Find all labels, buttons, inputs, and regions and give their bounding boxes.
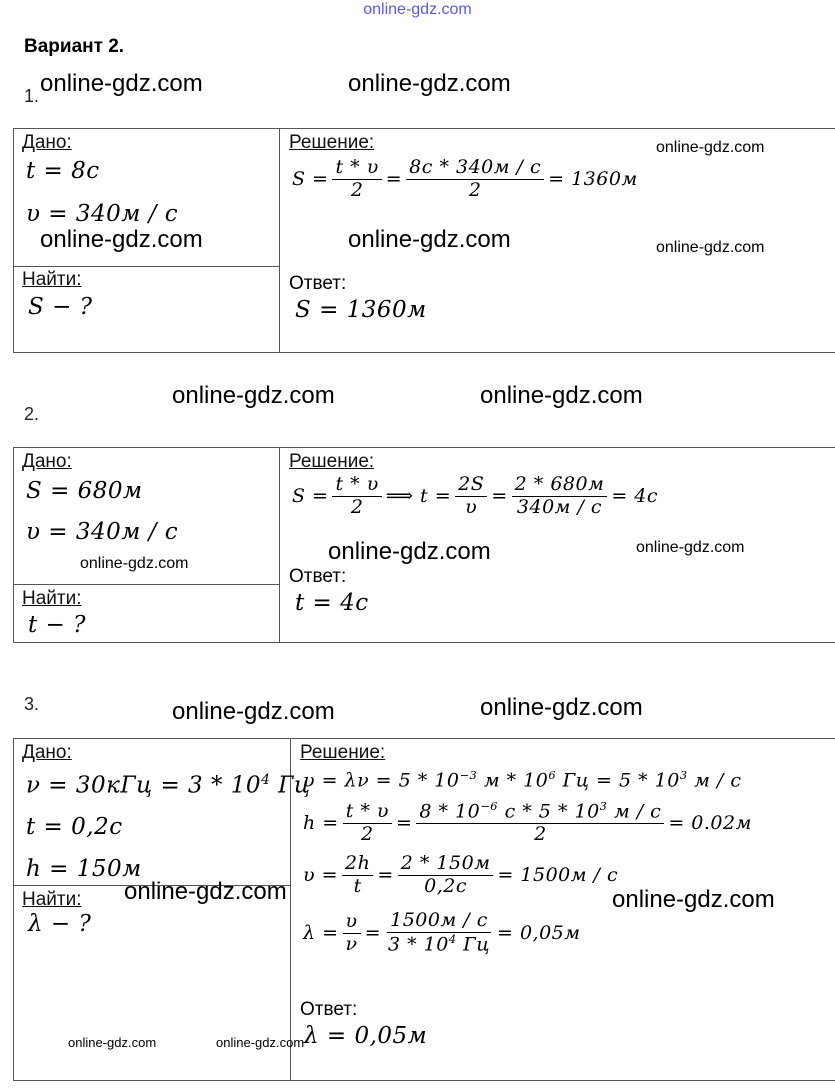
equation-lhs: λ = (303, 922, 339, 944)
numerator: t * υ (343, 801, 392, 824)
denominator: 2 (350, 178, 364, 201)
watermark: online-gdz.com (636, 539, 745, 556)
fraction (342, 853, 373, 898)
find-label: Найти: (22, 889, 82, 910)
given-label: Дано: (22, 451, 72, 472)
fraction (332, 474, 381, 519)
numerator: 2S (455, 474, 487, 497)
given-label: Дано: (22, 132, 72, 153)
expr: 3 * 10 (388, 933, 449, 956)
numerator (416, 800, 664, 824)
solution-line-4 (303, 910, 581, 956)
equation-result: = 0,05м (497, 922, 581, 944)
numerator: 2h (342, 853, 373, 876)
given-line: υ = 340м / c (26, 201, 179, 227)
answer-label: Ответ: (289, 273, 347, 294)
equation-result: = 0.02м (668, 812, 752, 834)
solution-label: Решение: (300, 742, 386, 763)
table-divider (13, 266, 279, 267)
implication: ⟹ t = (385, 485, 452, 508)
given-line: h = 150м (26, 856, 142, 882)
given-line (26, 772, 310, 799)
equation-lhs: υ = (303, 864, 339, 887)
problem-number: 1. (24, 86, 40, 106)
solution-line-2 (303, 800, 752, 846)
watermark: online-gdz.com (656, 139, 765, 156)
solution-label: Решение: (289, 132, 375, 153)
find-value: t − ? (28, 612, 86, 638)
denominator: 2 (534, 823, 547, 846)
denominator: 2 (468, 178, 482, 201)
answer-label: Ответ: (300, 999, 358, 1020)
fraction (332, 157, 381, 202)
exponent: −6 (480, 799, 499, 813)
numerator: 8c * 340м / c (406, 157, 544, 180)
expr: υ = λν = 5 * 10 (303, 769, 460, 792)
watermark: online-gdz.com (124, 878, 287, 905)
numerator: t * υ (332, 157, 381, 180)
table-divider (13, 584, 279, 585)
watermark: online-gdz.com (348, 70, 511, 97)
equation-result: = 4c (611, 485, 659, 508)
exponent: −3 (459, 768, 478, 782)
fraction (385, 910, 493, 956)
equals-sign: = (377, 864, 394, 887)
watermark: online-gdz.com (656, 239, 765, 256)
equals-sign: = (491, 485, 508, 508)
table-divider (279, 128, 280, 352)
denominator: υ (465, 495, 478, 518)
fraction (416, 800, 664, 846)
watermark: online-gdz.com (40, 226, 203, 253)
answer-label: Ответ: (289, 566, 347, 587)
watermark: online-gdz.com (480, 694, 643, 721)
solution-line-3 (303, 853, 618, 898)
table-divider (279, 447, 280, 642)
solution-label: Решение: (289, 451, 375, 472)
denominator: t (353, 874, 362, 897)
unit: Гц (270, 772, 311, 799)
denominator: 2 (361, 822, 374, 845)
fraction (406, 157, 544, 202)
equation-lhs: S = (292, 485, 329, 508)
denominator: 0,2c (424, 874, 468, 897)
find-value: S − ? (28, 294, 93, 320)
expr: Гц = 5 * 10 (556, 769, 680, 792)
watermark: online-gdz.com (480, 382, 643, 409)
expr: м / c (607, 800, 662, 823)
given-line: υ = 340м / c (26, 519, 179, 545)
exponent: 6 (548, 768, 557, 782)
equation-lhs: h = (303, 812, 339, 834)
find-label: Найти: (22, 269, 82, 290)
exponent: 3 (599, 799, 608, 813)
denominator: ν (345, 932, 358, 955)
find-label: Найти: (22, 588, 82, 609)
equation-result: = 1360м (548, 168, 638, 191)
answer-value: λ = 0,05м (304, 1023, 428, 1049)
fraction (512, 474, 608, 519)
solution-equation (292, 474, 658, 519)
fraction (343, 911, 361, 956)
fraction (343, 801, 392, 846)
watermark: online-gdz.com (40, 70, 203, 97)
find-value: λ − ? (28, 911, 92, 937)
watermark: online-gdz.com (172, 698, 335, 725)
top-watermark: online-gdz.com (363, 1, 472, 18)
equation-lhs: S = (292, 168, 329, 191)
watermark: online-gdz.com (68, 1035, 157, 1050)
solution-equation (292, 157, 638, 202)
watermark: online-gdz.com (612, 886, 775, 913)
expr: c * 5 * 10 (498, 800, 600, 823)
watermark: online-gdz.com (348, 226, 511, 253)
watermark: online-gdz.com (80, 555, 189, 572)
given-line: t = 0,2c (26, 814, 123, 840)
fraction (455, 474, 487, 519)
watermark: online-gdz.com (172, 382, 335, 409)
fraction (398, 853, 494, 898)
expr: 8 * 10 (419, 800, 481, 823)
problem-number: 3. (24, 694, 40, 714)
watermark: online-gdz.com (216, 1035, 305, 1050)
denominator: 340м / c (516, 495, 603, 518)
answer-value: t = 4c (295, 590, 369, 616)
given-line: t = 8c (26, 158, 100, 184)
equals-sign: = (364, 922, 381, 944)
equation-result: = 1500м / c (497, 864, 619, 887)
equals-sign: = (395, 812, 413, 834)
numerator: 2 * 680м (512, 474, 608, 497)
denominator (385, 933, 493, 956)
expr: Гц (456, 933, 490, 956)
solution-line-1 (303, 768, 742, 791)
expr: м / c (687, 769, 742, 792)
numerator: υ (343, 911, 361, 934)
numerator: 1500м / c (387, 910, 491, 933)
expr: м * 10 (477, 769, 549, 792)
given-line: S = 680м (26, 478, 143, 504)
exponent: 4 (448, 931, 457, 946)
exponent: 3 (679, 768, 688, 782)
denominator: 2 (350, 495, 364, 518)
watermark: online-gdz.com (328, 538, 491, 565)
given-label: Дано: (22, 742, 72, 763)
exponent: 4 (261, 772, 271, 788)
numerator: 2 * 150м (398, 853, 494, 876)
problem-number: 2. (24, 404, 40, 424)
equals-sign: = (385, 168, 403, 191)
numerator: t * υ (332, 474, 381, 497)
answer-value: S = 1360м (295, 297, 427, 323)
given-text: ν = 30кГц = 3 * 10 (26, 772, 262, 799)
variant-title: Вариант 2. (24, 36, 125, 57)
